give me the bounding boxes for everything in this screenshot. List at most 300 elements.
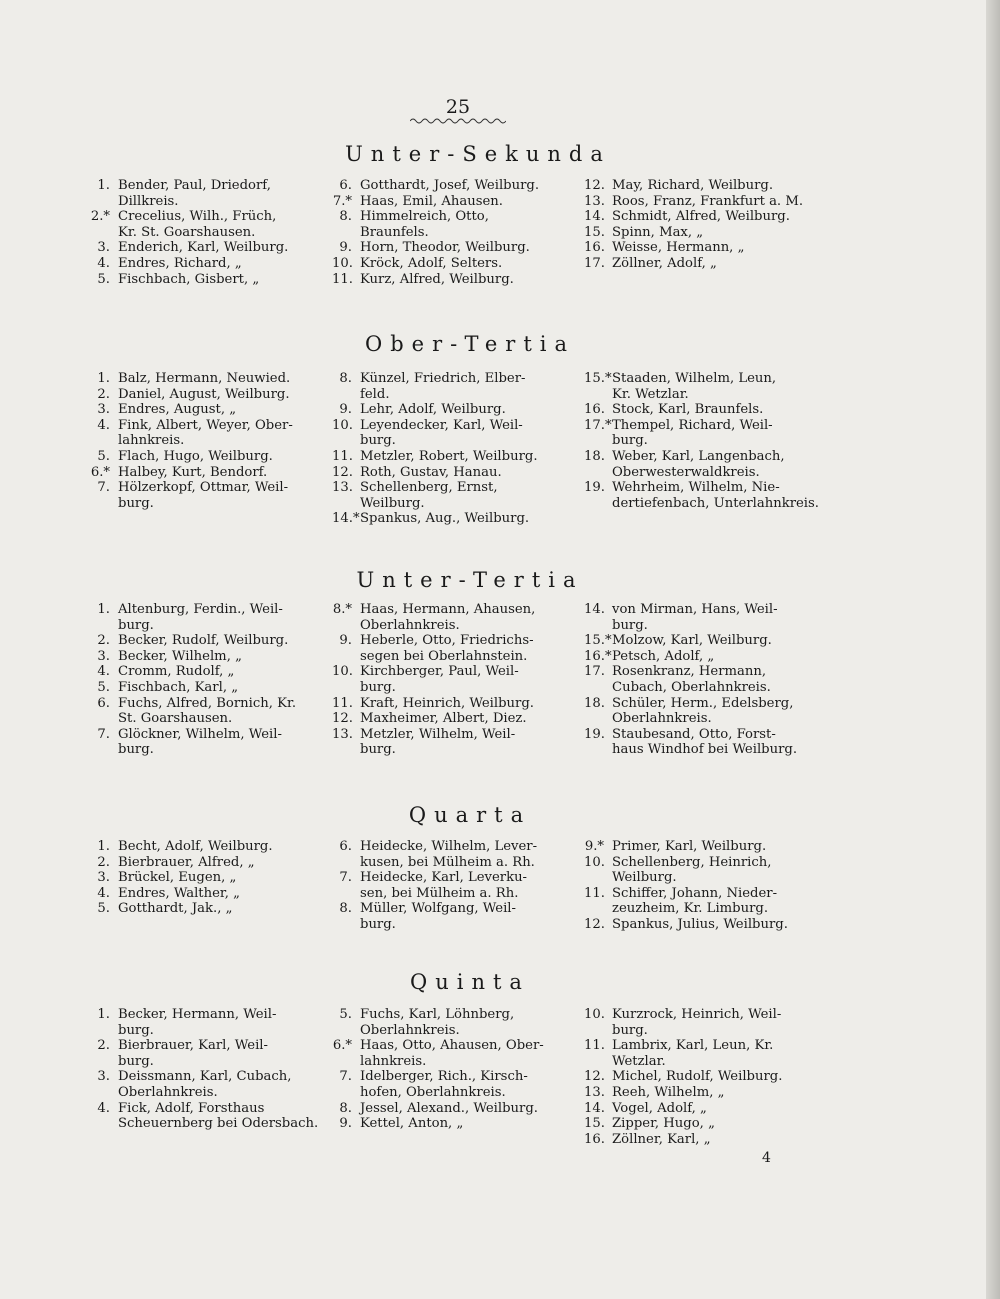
entry-number: 12. bbox=[584, 1069, 605, 1085]
entry-text bbox=[118, 256, 322, 272]
entry-line: burg. bbox=[360, 742, 396, 758]
entry-number: 12. bbox=[584, 916, 605, 932]
entry-text bbox=[118, 1069, 322, 1100]
entry-number: 9. bbox=[339, 1116, 352, 1132]
entry-number: 18. bbox=[584, 448, 605, 464]
entry-text bbox=[360, 272, 580, 288]
entry-line: sen, bei Mülheim a. Rh. bbox=[360, 885, 519, 901]
list-item bbox=[90, 402, 322, 418]
entry-line: lahnkreis. bbox=[118, 433, 185, 449]
entry-text bbox=[118, 480, 322, 511]
entry-number: 5. bbox=[97, 679, 110, 695]
list-item bbox=[584, 855, 830, 886]
entry-text bbox=[612, 855, 830, 886]
entry-line: Daniel, August, Weilburg. bbox=[118, 386, 290, 402]
entry-line: Reeh, Wilhelm, „ bbox=[612, 1084, 725, 1100]
entry-number: 11. bbox=[332, 271, 353, 287]
entry-line: Oberlahnkreis. bbox=[612, 711, 712, 727]
entry-line: hofen, Oberlahnkreis. bbox=[360, 1084, 506, 1100]
entry-line: Deissmann, Karl, Cubach, bbox=[118, 1069, 292, 1085]
entry-number: 8. bbox=[339, 371, 352, 386]
entry-line: dertiefenbach, Unterlahnkreis. bbox=[612, 495, 819, 511]
list-item bbox=[584, 696, 830, 727]
entry-line: Brückel, Eugen, „ bbox=[118, 870, 237, 886]
entry-number: 13. bbox=[332, 726, 353, 742]
entry-line: Schellenberg, Heinrich, bbox=[612, 854, 772, 870]
list-item bbox=[584, 664, 830, 695]
list-item bbox=[90, 387, 322, 403]
entry-text bbox=[118, 602, 322, 633]
list-item bbox=[332, 711, 580, 727]
entry-text bbox=[118, 465, 322, 481]
entry-text bbox=[612, 602, 830, 633]
entry-line: Oberlahnkreis. bbox=[118, 1084, 218, 1100]
list-item bbox=[584, 209, 830, 225]
entry-line: Endres, Richard, „ bbox=[118, 255, 242, 271]
entry-number: 4. bbox=[97, 417, 110, 433]
entry-number: 11. bbox=[332, 695, 353, 711]
entry-number: 10. bbox=[584, 1007, 605, 1022]
list-item bbox=[90, 1069, 322, 1100]
entry-text bbox=[360, 1116, 580, 1132]
entry-number: 7. bbox=[97, 726, 110, 742]
entry-line: Kurzrock, Heinrich, Weil- bbox=[612, 1007, 782, 1022]
list-item bbox=[332, 402, 580, 418]
list-item bbox=[332, 727, 580, 758]
entry-number: 11. bbox=[332, 448, 353, 464]
entry-text bbox=[360, 465, 580, 481]
entry-line: Heidecke, Wilhelm, Lever- bbox=[360, 839, 538, 854]
entry-line: Schüler, Herm., Edelsberg, bbox=[612, 695, 794, 711]
entry-text bbox=[360, 870, 580, 901]
entry-text bbox=[612, 209, 830, 225]
entry-line: Staubesand, Otto, Forst- bbox=[612, 726, 776, 742]
list-item bbox=[584, 480, 830, 511]
list-item bbox=[584, 886, 830, 917]
list-item bbox=[332, 194, 580, 210]
entry-text bbox=[612, 480, 830, 511]
entry-number: 9. bbox=[339, 402, 352, 418]
entry-text bbox=[360, 633, 580, 664]
entry-line: Weber, Karl, Langenbach, bbox=[612, 448, 785, 464]
list-item bbox=[90, 664, 322, 680]
list-item bbox=[90, 418, 322, 449]
entry-text bbox=[118, 371, 322, 387]
list-item bbox=[332, 480, 580, 511]
entry-text bbox=[118, 240, 322, 256]
entry-number: 11. bbox=[584, 1038, 605, 1054]
section-title-unter-tertia: Unter-Tertia bbox=[356, 568, 584, 592]
entry-number: 15. bbox=[584, 1116, 605, 1132]
entry-line: Heberle, Otto, Friedrichs- bbox=[360, 633, 534, 649]
list-item bbox=[90, 1101, 322, 1132]
entry-number: 7. bbox=[339, 1069, 352, 1085]
entry-line: Dillkreis. bbox=[118, 193, 179, 209]
entry-line: Becker, Hermann, Weil- bbox=[118, 1007, 277, 1022]
entry-number: 6.* bbox=[90, 464, 110, 480]
list-item bbox=[584, 1101, 830, 1117]
entry-line: Hölzerkopf, Ottmar, Weil- bbox=[118, 480, 289, 496]
entry-number: 6. bbox=[339, 178, 352, 193]
entry-text bbox=[612, 664, 830, 695]
entry-number: 2. bbox=[97, 854, 110, 870]
entry-line: Zipper, Hugo, „ bbox=[612, 1116, 715, 1132]
entry-line: Spinn, Max, „ bbox=[612, 224, 704, 240]
list-item bbox=[332, 256, 580, 272]
entry-line: Halbey, Kurt, Bendorf. bbox=[118, 464, 268, 480]
entry-number: 2. bbox=[97, 633, 110, 649]
entry-text bbox=[118, 1038, 322, 1069]
entry-number: 6. bbox=[97, 695, 110, 711]
entry-line: Müller, Wolfgang, Weil- bbox=[360, 901, 516, 917]
list-item bbox=[332, 1038, 580, 1069]
entry-line: Fuchs, Alfred, Bornich, Kr. bbox=[118, 695, 297, 711]
entry-text bbox=[118, 178, 322, 209]
entry-number: 7. bbox=[339, 870, 352, 886]
entry-line: Wehrheim, Wilhelm, Nie- bbox=[612, 480, 780, 496]
entry-line: Endres, Walther, „ bbox=[118, 885, 240, 901]
entry-text bbox=[360, 511, 580, 527]
entry-text bbox=[360, 240, 580, 256]
entry-text bbox=[360, 178, 580, 194]
entry-number: 14. bbox=[584, 602, 605, 617]
list-item bbox=[90, 886, 322, 902]
entry-line: burg. bbox=[118, 742, 154, 758]
list-item bbox=[332, 465, 580, 481]
list-item bbox=[90, 449, 322, 465]
entry-text bbox=[612, 633, 830, 649]
entry-text bbox=[360, 449, 580, 465]
entry-number: 8.* bbox=[332, 602, 352, 617]
entry-line: burg. bbox=[118, 617, 154, 633]
entry-line: Kr. Wetzlar. bbox=[612, 386, 689, 402]
entry-number: 13. bbox=[584, 1084, 605, 1100]
entry-line: burg. bbox=[612, 433, 648, 449]
list-item bbox=[332, 449, 580, 465]
entry-number: 14. bbox=[584, 209, 605, 225]
list-item bbox=[90, 839, 322, 855]
entry-text bbox=[118, 209, 322, 240]
entry-number: 3. bbox=[97, 1069, 110, 1085]
entry-line: Metzler, Robert, Weilburg. bbox=[360, 448, 538, 464]
entry-line: lahnkreis. bbox=[360, 1053, 427, 1069]
entry-line: Fink, Albert, Weyer, Ober- bbox=[118, 417, 293, 433]
entry-number: 10. bbox=[332, 255, 353, 271]
entry-text bbox=[360, 402, 580, 418]
entry-number: 6.* bbox=[332, 1038, 352, 1054]
entry-line: Idelberger, Rich., Kirsch- bbox=[360, 1069, 528, 1085]
list-item bbox=[584, 1085, 830, 1101]
entry-number: 4. bbox=[97, 1100, 110, 1116]
entry-line: burg. bbox=[612, 1022, 648, 1038]
list-item bbox=[584, 194, 830, 210]
list-item bbox=[90, 272, 322, 288]
entry-line: Metzler, Wilhelm, Weil- bbox=[360, 726, 516, 742]
entry-line: Kirchberger, Paul, Weil- bbox=[360, 664, 519, 680]
list-item bbox=[332, 1069, 580, 1100]
list-item bbox=[90, 1007, 322, 1038]
entry-number: 1. bbox=[97, 1007, 110, 1022]
entry-text bbox=[612, 240, 830, 256]
entry-line: Balz, Hermann, Neuwied. bbox=[118, 371, 291, 386]
entry-line: burg. bbox=[118, 1053, 154, 1069]
entry-number: 1. bbox=[97, 178, 110, 193]
entry-line: Lehr, Adolf, Weilburg. bbox=[360, 402, 506, 418]
entry-line: Primer, Karl, Weilburg. bbox=[612, 839, 767, 854]
entry-number: 5. bbox=[339, 1007, 352, 1022]
entry-number: 15. bbox=[584, 224, 605, 240]
list-item bbox=[584, 1069, 830, 1085]
section-title-unter-sekunda: Unter-Sekunda bbox=[345, 142, 611, 166]
list-item bbox=[332, 511, 580, 527]
entry-number: 9.* bbox=[584, 839, 604, 854]
entry-number: 10. bbox=[584, 854, 605, 870]
entry-text bbox=[118, 402, 322, 418]
entry-line: kusen, bei Mülheim a. Rh. bbox=[360, 854, 535, 870]
entry-line: Becker, Wilhelm, „ bbox=[118, 648, 242, 664]
entry-line: Endres, August, „ bbox=[118, 402, 237, 418]
entry-line: Fuchs, Karl, Löhnberg, bbox=[360, 1007, 515, 1022]
entry-text bbox=[118, 901, 322, 917]
entry-number: 2. bbox=[97, 386, 110, 402]
entry-line: St. Goarshausen. bbox=[118, 711, 233, 727]
entry-number: 7. bbox=[97, 480, 110, 496]
entry-number: 5. bbox=[97, 901, 110, 917]
entry-number: 19. bbox=[584, 726, 605, 742]
entry-number: 11. bbox=[584, 885, 605, 901]
list-item bbox=[332, 1101, 580, 1117]
entry-line: Jessel, Alexand., Weilburg. bbox=[360, 1100, 538, 1116]
list-item bbox=[90, 256, 322, 272]
list-item bbox=[90, 870, 322, 886]
entry-text bbox=[118, 272, 322, 288]
entry-text bbox=[118, 418, 322, 449]
entry-text bbox=[360, 1007, 580, 1038]
entry-line: Crecelius, Wilh., Früch, bbox=[118, 209, 277, 225]
entry-line: Petsch, Adolf, „ bbox=[612, 648, 715, 664]
list-item bbox=[332, 602, 580, 633]
list-item bbox=[584, 240, 830, 256]
entry-text bbox=[118, 886, 322, 902]
entry-number: 10. bbox=[332, 417, 353, 433]
list-item bbox=[332, 240, 580, 256]
entry-line: Haas, Emil, Ahausen. bbox=[360, 193, 503, 209]
entry-line: Spankus, Julius, Weilburg. bbox=[612, 916, 788, 932]
list-item bbox=[332, 1116, 580, 1132]
entry-text bbox=[360, 371, 580, 402]
entry-line: Kraft, Heinrich, Weilburg. bbox=[360, 695, 534, 711]
entry-line: burg. bbox=[360, 679, 396, 695]
entry-line: Cubach, Oberlahnkreis. bbox=[612, 679, 771, 695]
list-item bbox=[584, 1116, 830, 1132]
entry-line: Flach, Hugo, Weilburg. bbox=[118, 448, 273, 464]
list-item bbox=[584, 402, 830, 418]
entry-line: feld. bbox=[360, 386, 390, 402]
entry-text bbox=[360, 209, 580, 240]
entry-line: haus Windhof bei Weilburg. bbox=[612, 742, 798, 758]
entry-line: Himmelreich, Otto, bbox=[360, 209, 489, 225]
entry-line: Altenburg, Ferdin., Weil- bbox=[118, 602, 283, 617]
entry-line: Gotthardt, Josef, Weilburg. bbox=[360, 178, 540, 193]
entry-number: 14.* bbox=[332, 511, 360, 527]
entry-text bbox=[118, 727, 322, 758]
list-item bbox=[90, 696, 322, 727]
entry-line: Kettel, Anton, „ bbox=[360, 1116, 464, 1132]
entry-text bbox=[612, 194, 830, 210]
list-item bbox=[332, 633, 580, 664]
entry-line: Schellenberg, Ernst, bbox=[360, 480, 498, 496]
page-number: 25 bbox=[445, 96, 471, 118]
list-item bbox=[584, 225, 830, 241]
entry-number: 3. bbox=[97, 402, 110, 418]
list-item bbox=[584, 1038, 830, 1069]
entry-text bbox=[118, 839, 322, 855]
entry-text bbox=[360, 839, 580, 870]
entry-text bbox=[612, 727, 830, 758]
entry-line: Oberlahnkreis. bbox=[360, 617, 460, 633]
entry-text bbox=[360, 256, 580, 272]
list-item bbox=[584, 1132, 830, 1148]
entry-line: Künzel, Friedrich, Elber- bbox=[360, 371, 526, 386]
entry-line: burg. bbox=[360, 916, 396, 932]
list-item bbox=[90, 178, 322, 209]
entry-line: Haas, Hermann, Ahausen, bbox=[360, 602, 536, 617]
entry-text bbox=[612, 917, 830, 933]
section-title-quinta: Quinta bbox=[410, 970, 530, 994]
entry-line: Kröck, Adolf, Selters. bbox=[360, 255, 503, 271]
entry-line: Zöllner, Adolf, „ bbox=[612, 255, 717, 271]
entry-number: 2. bbox=[97, 1038, 110, 1054]
entry-number: 16. bbox=[584, 1131, 605, 1147]
entry-number: 16. bbox=[584, 402, 605, 418]
entry-text bbox=[118, 387, 322, 403]
entry-text bbox=[612, 1069, 830, 1085]
list-item bbox=[332, 272, 580, 288]
entry-text bbox=[612, 649, 830, 665]
entry-number: 1. bbox=[97, 602, 110, 617]
entry-line: segen bei Oberlahnstein. bbox=[360, 648, 528, 664]
entry-text bbox=[612, 178, 830, 194]
entry-line: Stock, Karl, Braunfels. bbox=[612, 402, 764, 418]
entry-line: burg. bbox=[360, 433, 396, 449]
entry-number: 12. bbox=[332, 711, 353, 727]
entry-line: Kr. St. Goarshausen. bbox=[118, 224, 256, 240]
entry-number: 5. bbox=[97, 271, 110, 287]
list-item bbox=[90, 480, 322, 511]
entry-number: 17. bbox=[584, 255, 605, 271]
entry-text bbox=[360, 418, 580, 449]
list-item bbox=[90, 727, 322, 758]
entry-line: Heidecke, Karl, Leverku- bbox=[360, 870, 528, 886]
entry-line: Maxheimer, Albert, Diez. bbox=[360, 711, 527, 727]
entry-number: 4. bbox=[97, 885, 110, 901]
entry-line: Lambrix, Karl, Leun, Kr. bbox=[612, 1038, 774, 1054]
entry-line: Gotthardt, Jak., „ bbox=[118, 901, 233, 917]
entry-text bbox=[118, 649, 322, 665]
entry-number: 12. bbox=[584, 178, 605, 193]
entry-number: 9. bbox=[339, 240, 352, 256]
list-item bbox=[584, 1007, 830, 1038]
entry-line: Rosenkranz, Hermann, bbox=[612, 664, 767, 680]
entry-line: Weilburg. bbox=[612, 870, 677, 886]
entry-line: May, Richard, Weilburg. bbox=[612, 178, 774, 193]
signature-mark: 4 bbox=[762, 1150, 771, 1166]
list-item bbox=[90, 633, 322, 649]
entry-line: Becker, Rudolf, Weilburg. bbox=[118, 633, 289, 649]
entry-line: zeuzheim, Kr. Limburg. bbox=[612, 901, 769, 917]
entry-number: 13. bbox=[584, 193, 605, 209]
entry-line: Fischbach, Karl, „ bbox=[118, 679, 239, 695]
entry-number: 3. bbox=[97, 648, 110, 664]
entry-number: 5. bbox=[97, 448, 110, 464]
list-item bbox=[584, 633, 830, 649]
list-item bbox=[332, 209, 580, 240]
list-item bbox=[90, 209, 322, 240]
list-item bbox=[332, 1007, 580, 1038]
list-item bbox=[332, 178, 580, 194]
entry-text bbox=[360, 1101, 580, 1117]
entry-text bbox=[360, 696, 580, 712]
entry-line: Fischbach, Gisbert, „ bbox=[118, 271, 260, 287]
list-item bbox=[90, 1038, 322, 1069]
entry-number: 13. bbox=[332, 480, 353, 496]
entry-text bbox=[612, 1116, 830, 1132]
entry-line: Haas, Otto, Ahausen, Ober- bbox=[360, 1038, 544, 1054]
entry-line: von Mirman, Hans, Weil- bbox=[612, 602, 778, 617]
entry-text bbox=[612, 1038, 830, 1069]
entry-text bbox=[612, 449, 830, 480]
entry-line: Bierbrauer, Alfred, „ bbox=[118, 854, 255, 870]
entry-text bbox=[612, 371, 830, 402]
entry-line: Becht, Adolf, Weilburg. bbox=[118, 839, 273, 854]
list-item bbox=[584, 917, 830, 933]
entry-text bbox=[118, 696, 322, 727]
entry-number: 8. bbox=[339, 209, 352, 225]
entry-line: Fick, Adolf, Forsthaus bbox=[118, 1100, 265, 1116]
entry-line: Roth, Gustav, Hanau. bbox=[360, 464, 502, 480]
ornament-squiggle bbox=[410, 117, 506, 125]
entry-line: burg. bbox=[612, 617, 648, 633]
entry-line: Leyendecker, Karl, Weil- bbox=[360, 417, 523, 433]
section-title-quarta: Quarta bbox=[408, 803, 532, 827]
list-item bbox=[332, 870, 580, 901]
list-item bbox=[584, 256, 830, 272]
list-item bbox=[584, 178, 830, 194]
entry-line: Vogel, Adolf, „ bbox=[612, 1100, 707, 1116]
entry-line: Glöckner, Wilhelm, Weil- bbox=[118, 726, 282, 742]
entry-line: burg. bbox=[118, 1022, 154, 1038]
list-item bbox=[584, 649, 830, 665]
entry-text bbox=[612, 886, 830, 917]
entry-text bbox=[360, 901, 580, 932]
entry-line: Molzow, Karl, Weilburg. bbox=[612, 633, 772, 649]
entry-line: Zöllner, Karl, „ bbox=[612, 1131, 711, 1147]
list-item bbox=[584, 727, 830, 758]
entry-text bbox=[612, 696, 830, 727]
entry-line: Cromm, Rudolf, „ bbox=[118, 664, 235, 680]
entry-number: 4. bbox=[97, 255, 110, 271]
list-item bbox=[332, 839, 580, 870]
entry-line: Schiffer, Johann, Nieder- bbox=[612, 885, 778, 901]
entry-line: Roos, Franz, Frankfurt a. M. bbox=[612, 193, 804, 209]
list-item bbox=[584, 839, 830, 855]
list-item bbox=[332, 418, 580, 449]
list-item bbox=[90, 649, 322, 665]
list-item bbox=[90, 465, 322, 481]
entry-number: 12. bbox=[332, 464, 353, 480]
entry-line: burg. bbox=[118, 495, 154, 511]
entry-text bbox=[360, 664, 580, 695]
